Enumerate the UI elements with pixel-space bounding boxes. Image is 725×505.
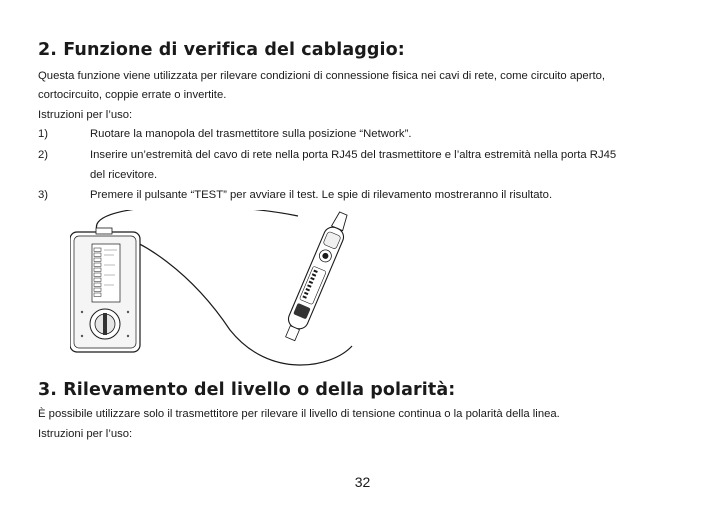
transmitter-probe (281, 210, 353, 343)
section-3-intro-line-1: È possibile utilizzare solo il trasmettitore per rilevare il livello di tensione continua o la polarità della linea. (38, 408, 560, 420)
step-1-number: 1) (38, 128, 49, 140)
step-1-text: Ruotare la manopola del trasmettitore sulla posizione “Network”. (90, 128, 412, 140)
cable-test-illustration (70, 210, 370, 372)
page-number: 32 (354, 474, 371, 490)
section-3-instructions-label: Istruzioni per l’uso: (38, 428, 133, 440)
step-2-text-line-1: Inserire un’estremità del cavo di rete nella porta RJ45 del trasmettitore e l’altra estremità nella porta RJ45 (90, 149, 617, 161)
step-3-number: 3) (38, 189, 49, 201)
step-2-number: 2) (38, 149, 49, 161)
section-2-instructions-label: Istruzioni per l’uso: (38, 109, 133, 121)
receiver-unit (70, 228, 140, 352)
section-3-heading: 3. Rilevamento del livello o della polarità: (38, 380, 456, 400)
section-2-heading: 2. Funzione di verifica del cablaggio: (38, 40, 405, 60)
step-2-text-line-2: del ricevitore. (90, 169, 158, 181)
step-3-text: Premere il pulsante “TEST” per avviare il test. Le spie di rilevamento mostreranno il risultato. (90, 189, 553, 201)
section-2-intro-line-1: Questa funzione viene utilizzata per rilevare condizioni di connessione fisica nei cavi di rete, come circuito aperto, (38, 70, 606, 82)
section-2-intro-line-2: cortocircuito, coppie errate o invertite. (38, 89, 227, 101)
